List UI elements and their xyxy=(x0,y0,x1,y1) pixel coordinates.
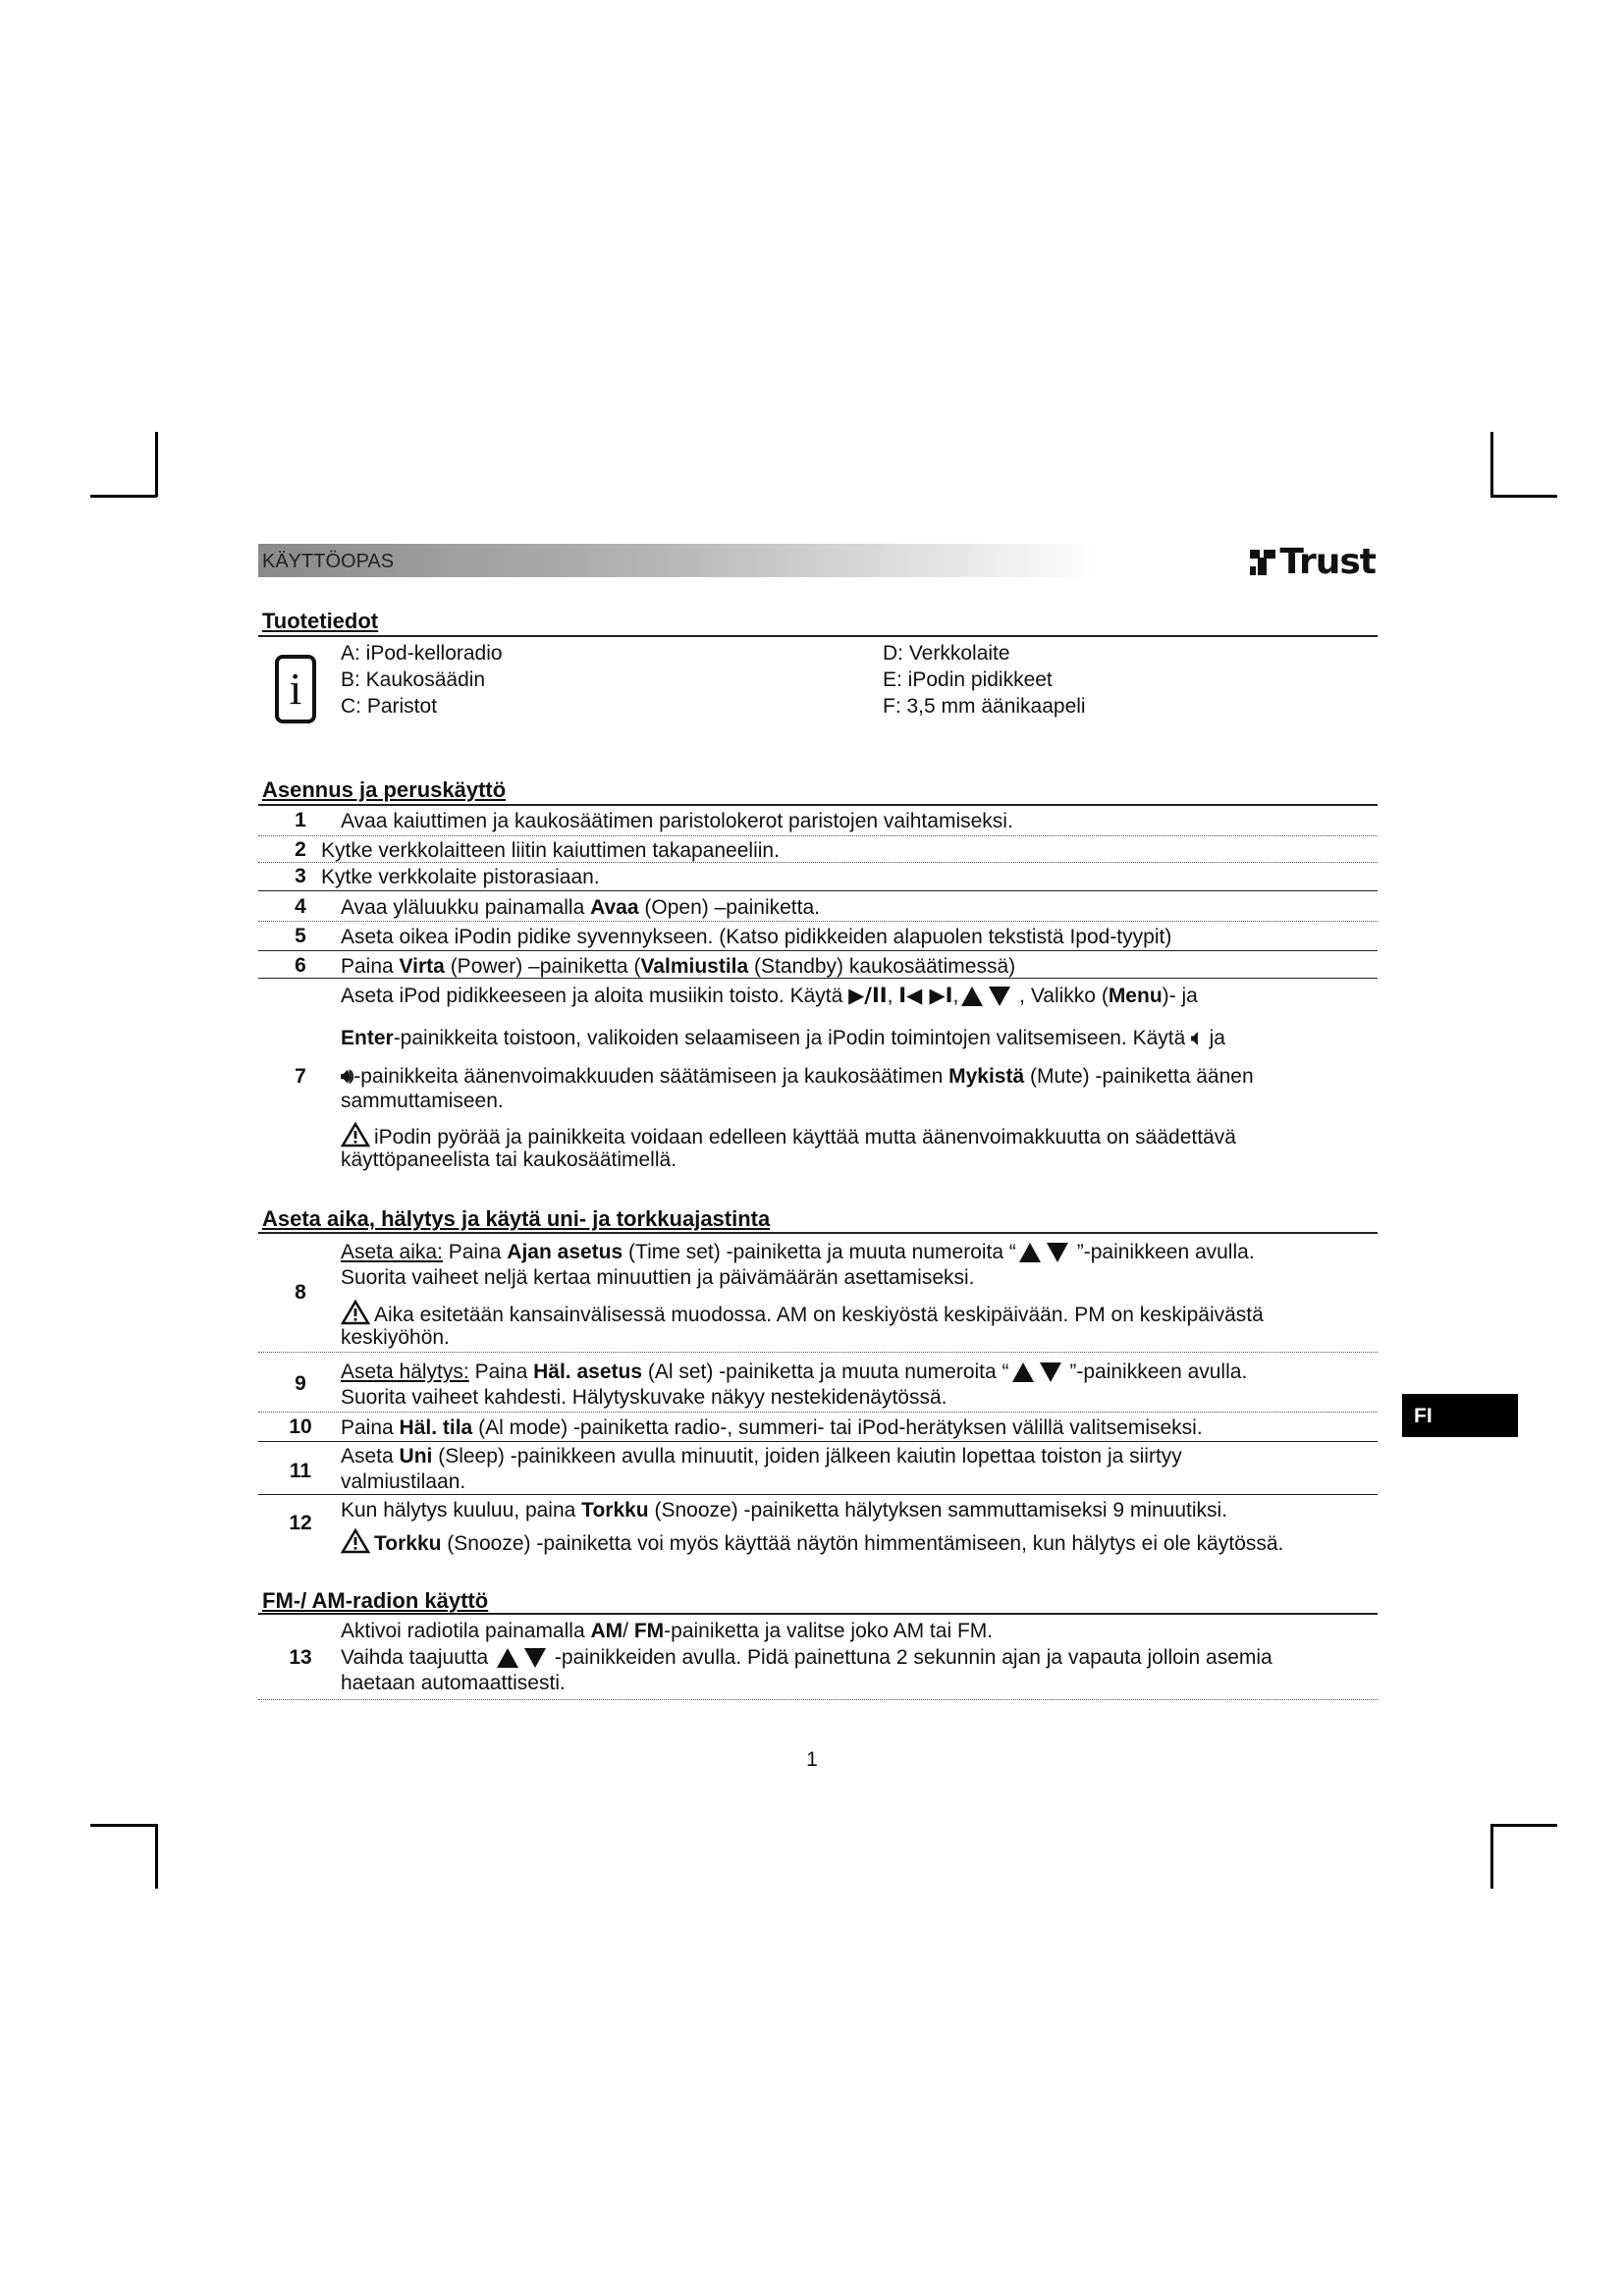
crop-mark xyxy=(1490,1824,1557,1827)
page-number: 1 xyxy=(806,1748,818,1771)
product-item-f: F: 3,5 mm äänikaapeli xyxy=(883,695,1086,718)
step-number: 6 xyxy=(295,954,306,977)
brand-logo xyxy=(1250,542,1376,582)
section-rule xyxy=(258,1232,1378,1234)
product-item-c: C: Paristot xyxy=(341,695,438,718)
step-text: Vaihda taajuutta -painikkeiden avulla. Pidä painettuna 2 sekunnin ajan ja vapauta jolloin asemia xyxy=(341,1646,1272,1669)
crop-mark xyxy=(155,432,158,497)
step-text: 🔊︎-painikkeita äänenvoimakkuuden säätämiseen ja kaukosäätimen Mykistä (Mute) -painiketta äänen xyxy=(341,1064,1254,1088)
step-text: Aseta Uni (Sleep) -painikkeen avulla minuutit, joiden jälkeen kaiutin lopettaa toiston ja siirtyy xyxy=(341,1445,1182,1468)
step-number: 7 xyxy=(295,1065,306,1088)
step-text: Kytke verkkolaitteen liitin kaiuttimen takapaneeliin. xyxy=(321,839,780,862)
step-text: Kytke verkkolaite pistorasiaan. xyxy=(321,866,600,888)
step-text: Paina Virta (Power) –painiketta (Valmiustila (Standby) kaukosäätimessä) xyxy=(341,955,1016,978)
warning-icon xyxy=(341,1122,370,1148)
crop-mark xyxy=(90,495,157,498)
info-icon: i xyxy=(275,655,316,723)
section-rule xyxy=(258,804,1378,806)
section-title-product: Tuotetiedot xyxy=(262,609,379,633)
step-number: 12 xyxy=(289,1512,312,1534)
row-divider xyxy=(258,978,1378,979)
volume-down-icon: 🔈︎ xyxy=(1191,1026,1204,1049)
skip-icon: I◀ ▶I xyxy=(898,984,953,1007)
up-arrow-icon xyxy=(961,987,983,1006)
section-title-install: Asennus ja peruskäyttö xyxy=(262,777,507,802)
product-item-a: A: iPod-kelloradio xyxy=(341,642,503,665)
header-bar xyxy=(258,542,1378,582)
row-divider xyxy=(258,1412,1378,1413)
play-pause-icon: ▶/II xyxy=(848,984,888,1007)
crop-mark xyxy=(90,1824,157,1827)
row-divider xyxy=(258,1699,1378,1700)
section-title-time: Aseta aika, hälytys ja käytä uni- ja torkkuajastinta xyxy=(262,1206,771,1231)
product-item-e: E: iPodin pidikkeet xyxy=(883,668,1053,691)
step-text: Aseta hälytys: Paina Häl. asetus (Al set) -painiketta ja muuta numeroita “ ”-painikkeen avulla. xyxy=(341,1361,1248,1383)
step-number: 4 xyxy=(295,895,306,918)
trust-logo-icon xyxy=(1250,550,1275,575)
row-divider xyxy=(258,1494,1378,1495)
step-number: 9 xyxy=(295,1372,306,1395)
step-text: Avaa kaiuttimen ja kaukosäätimen paristolokerot paristojen vaihtamiseksi. xyxy=(341,810,1013,832)
step-text: Torkku (Snooze) -painiketta voi myös käyttää näytön himmentämiseen, kun hälytys ei ole käytössä. xyxy=(341,1528,1283,1557)
product-item-b: B: Kaukosäädin xyxy=(341,668,486,691)
step-text: Avaa yläluukku painamalla Avaa (Open) –painiketta. xyxy=(341,896,820,919)
step-number: 1 xyxy=(295,809,306,831)
down-arrow-icon xyxy=(524,1648,546,1668)
row-divider xyxy=(258,1352,1378,1353)
header-title: KÄYTTÖOPAS xyxy=(262,551,395,572)
warning-icon xyxy=(341,1528,370,1554)
step-number: 13 xyxy=(289,1646,312,1669)
crop-mark xyxy=(1490,432,1493,497)
step-text: Kun hälytys kuuluu, paina Torkku (Snooze) -painiketta hälytyksen sammuttamiseksi 9 minuutiksi. xyxy=(341,1499,1228,1522)
step-text: Suorita vaiheet kahdesti. Hälytyskuvake näkyy nestekidenäytössä. xyxy=(341,1386,947,1409)
step-number: 10 xyxy=(289,1415,312,1438)
step-text: Aika esitetään kansainvälisessä muodossa. AM on keskiyöstä keskipäivään. PM on keskipäivästä xyxy=(341,1300,1264,1328)
product-item-d: D: Verkkolaite xyxy=(883,642,1010,665)
step-text: Aseta aika: Paina Ajan asetus (Time set) -painiketta ja muuta numeroita “ ”-painikkeen avulla. xyxy=(341,1241,1255,1263)
down-arrow-icon xyxy=(1040,1362,1061,1382)
crop-mark xyxy=(1490,495,1557,498)
row-divider xyxy=(258,1441,1378,1442)
row-divider xyxy=(258,890,1378,891)
down-arrow-icon xyxy=(989,987,1010,1006)
crop-mark xyxy=(155,1824,158,1889)
step-text: Enter-painikkeita toistoon, valikoiden selaamiseen ja iPodin toimintojen valitsemiseen. Käytä 🔈︎ ja xyxy=(341,1026,1225,1049)
up-arrow-icon xyxy=(1012,1362,1034,1382)
step-text: haetaan automaattisesti. xyxy=(341,1672,566,1694)
step-number: 8 xyxy=(295,1281,306,1304)
step-text: Aseta oikea iPodin pidike syvennykseen. (Katso pidikkeiden alapuolen tekstistä Ipod-tyypit) xyxy=(341,926,1172,948)
down-arrow-icon xyxy=(1047,1243,1068,1262)
up-arrow-icon xyxy=(1019,1243,1041,1262)
step-text: Aseta iPod pidikkeeseen ja aloita musiikin toisto. Käytä ▶/II, I◀ ▶I, , Valikko (Menu)- ja xyxy=(341,984,1198,1007)
brand-name: Trust xyxy=(1279,542,1376,582)
row-divider xyxy=(258,921,1378,922)
step-text: Aktivoi radiotila painamalla AM/ FM-painiketta ja valitse joko AM tai FM. xyxy=(341,1620,994,1642)
row-divider xyxy=(258,835,1378,836)
row-divider xyxy=(258,950,1378,951)
step-text: käyttöpaneelista tai kaukosäätimellä. xyxy=(341,1148,677,1171)
row-divider xyxy=(258,862,1378,863)
section-rule xyxy=(258,635,1378,637)
step-text: iPodin pyörää ja painikkeita voidaan edelleen käyttää mutta äänenvoimakkuutta on säädettävä xyxy=(341,1122,1236,1150)
step-text: valmiustilaan. xyxy=(341,1470,466,1493)
step-number: 3 xyxy=(295,865,306,887)
section-rule xyxy=(258,1613,1378,1615)
warning-icon xyxy=(341,1300,370,1325)
step-text: sammuttamiseen. xyxy=(341,1090,504,1112)
section-title-radio: FM-/ AM-radion käyttö xyxy=(262,1588,489,1613)
volume-up-icon: 🔊︎ xyxy=(341,1064,354,1088)
step-text: Paina Häl. tila (Al mode) -painiketta radio-, summeri- tai iPod-herätyksen välillä valitsemiseksi. xyxy=(341,1416,1203,1439)
step-number: 5 xyxy=(295,925,306,947)
step-number: 2 xyxy=(295,838,306,861)
step-number: 11 xyxy=(289,1460,312,1482)
up-arrow-icon xyxy=(497,1648,518,1668)
crop-mark xyxy=(1490,1824,1493,1889)
step-text: Suorita vaiheet neljä kertaa minuuttien ja päivämäärän asettamiseksi. xyxy=(341,1266,975,1289)
step-text: keskiyöhön. xyxy=(341,1326,450,1349)
language-tab: FI xyxy=(1402,1394,1518,1437)
